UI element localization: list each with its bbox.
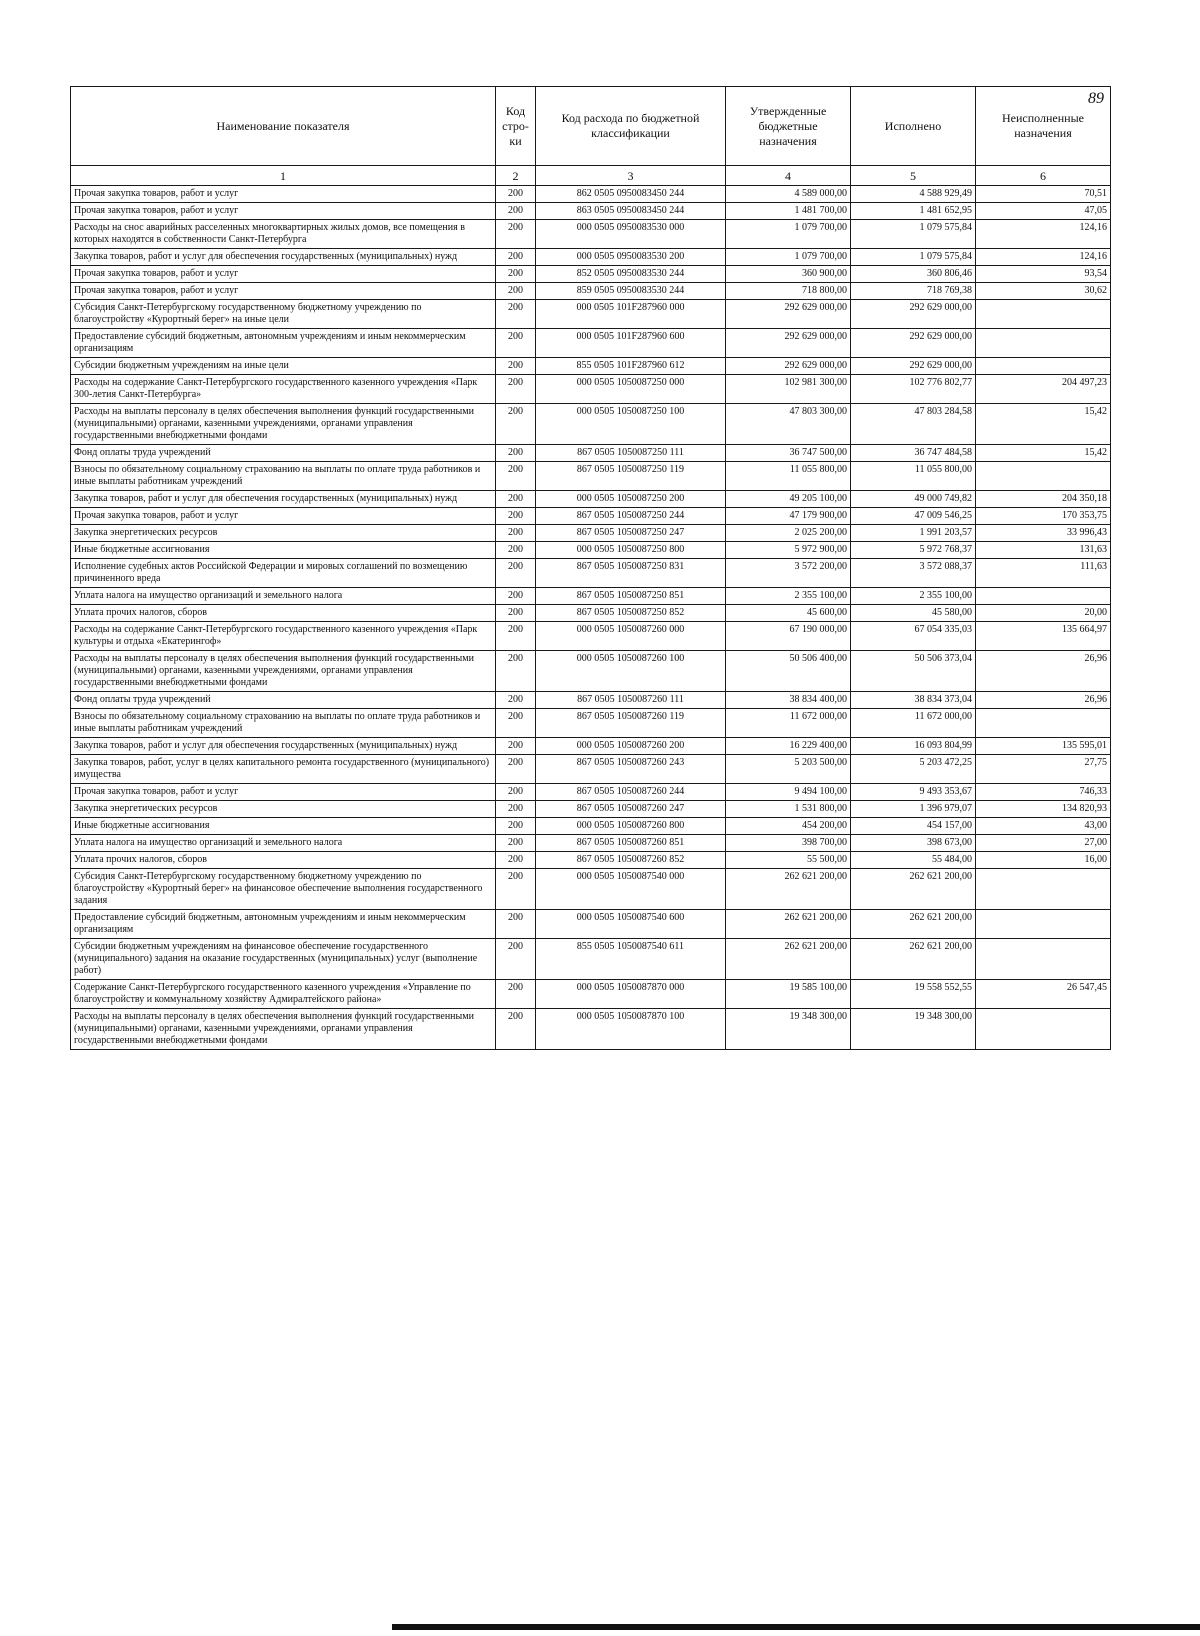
row-executed: 11 672 000,00 — [851, 709, 976, 738]
row-line-code: 200 — [496, 329, 536, 358]
row-budget-code: 859 0505 0950083530 244 — [536, 283, 726, 300]
row-indicator-name: Прочая закупка товаров, работ и услуг — [71, 508, 496, 525]
row-budget-code: 000 0505 101F287960 600 — [536, 329, 726, 358]
column-number: 6 — [976, 166, 1111, 186]
row-line-code: 200 — [496, 980, 536, 1009]
table-row — [71, 375, 1111, 404]
row-executed: 38 834 373,04 — [851, 692, 976, 709]
row-unexecuted: 27,00 — [976, 835, 1111, 852]
row-approved: 292 629 000,00 — [726, 358, 851, 375]
row-approved: 262 621 200,00 — [726, 939, 851, 980]
header-indicator-name: Наименование показателя — [71, 87, 496, 166]
header-approved: Утвержденные бюджетные назначения — [726, 87, 851, 166]
row-line-code: 200 — [496, 300, 536, 329]
row-indicator-name: Уплата прочих налогов, сборов — [71, 852, 496, 869]
row-executed: 67 054 335,03 — [851, 622, 976, 651]
table-row — [71, 605, 1111, 622]
row-unexecuted: 204 497,23 — [976, 375, 1111, 404]
table-row — [71, 738, 1111, 755]
row-executed: 3 572 088,37 — [851, 559, 976, 588]
row-indicator-name: Прочая закупка товаров, работ и услуг — [71, 203, 496, 220]
row-unexecuted — [976, 869, 1111, 910]
row-executed: 292 629 000,00 — [851, 300, 976, 329]
row-approved: 292 629 000,00 — [726, 300, 851, 329]
row-indicator-name: Уплата прочих налогов, сборов — [71, 605, 496, 622]
row-approved: 5 203 500,00 — [726, 755, 851, 784]
row-approved: 5 972 900,00 — [726, 542, 851, 559]
row-unexecuted: 170 353,75 — [976, 508, 1111, 525]
row-budget-code: 867 0505 1050087260 119 — [536, 709, 726, 738]
row-executed: 262 621 200,00 — [851, 939, 976, 980]
row-executed: 1 991 203,57 — [851, 525, 976, 542]
row-approved: 2 025 200,00 — [726, 525, 851, 542]
row-line-code: 200 — [496, 869, 536, 910]
row-executed: 9 493 353,67 — [851, 784, 976, 801]
row-budget-code: 867 0505 1050087250 247 — [536, 525, 726, 542]
row-unexecuted: 124,16 — [976, 249, 1111, 266]
row-approved: 1 079 700,00 — [726, 220, 851, 249]
row-unexecuted — [976, 588, 1111, 605]
header-line-code: Код стро-ки — [496, 87, 536, 166]
budget-execution-table — [70, 86, 1111, 1050]
table-row — [71, 910, 1111, 939]
row-line-code: 200 — [496, 249, 536, 266]
column-number: 3 — [536, 166, 726, 186]
table-row — [71, 588, 1111, 605]
row-executed: 718 769,38 — [851, 283, 976, 300]
row-approved: 360 900,00 — [726, 266, 851, 283]
row-approved: 50 506 400,00 — [726, 651, 851, 692]
row-approved: 45 600,00 — [726, 605, 851, 622]
row-line-code: 200 — [496, 588, 536, 605]
row-approved: 102 981 300,00 — [726, 375, 851, 404]
row-indicator-name: Фонд оплаты труда учреждений — [71, 445, 496, 462]
row-budget-code: 867 0505 1050087250 852 — [536, 605, 726, 622]
row-executed: 262 621 200,00 — [851, 869, 976, 910]
row-executed: 360 806,46 — [851, 266, 976, 283]
row-line-code: 200 — [496, 910, 536, 939]
row-indicator-name: Содержание Санкт-Петербургского государственного казенного учреждения «Управление по благоустройству и коммунальному хозяйству Адмиралтейского района» — [71, 980, 496, 1009]
row-budget-code: 000 0505 101F287960 000 — [536, 300, 726, 329]
row-budget-code: 867 0505 1050087250 111 — [536, 445, 726, 462]
row-unexecuted: 43,00 — [976, 818, 1111, 835]
table-row — [71, 939, 1111, 980]
row-approved: 11 055 800,00 — [726, 462, 851, 491]
row-unexecuted: 20,00 — [976, 605, 1111, 622]
row-indicator-name: Прочая закупка товаров, работ и услуг — [71, 186, 496, 203]
table-row — [71, 1009, 1111, 1050]
row-line-code: 200 — [496, 375, 536, 404]
row-unexecuted — [976, 709, 1111, 738]
row-approved: 47 803 300,00 — [726, 404, 851, 445]
row-budget-code: 867 0505 1050087260 851 — [536, 835, 726, 852]
table-row — [71, 186, 1111, 203]
table-row — [71, 755, 1111, 784]
table-row — [71, 249, 1111, 266]
row-line-code: 200 — [496, 939, 536, 980]
row-executed: 19 558 552,55 — [851, 980, 976, 1009]
row-executed: 398 673,00 — [851, 835, 976, 852]
row-line-code: 200 — [496, 784, 536, 801]
table-row — [71, 559, 1111, 588]
row-budget-code: 855 0505 101F287960 612 — [536, 358, 726, 375]
row-indicator-name: Расходы на содержание Санкт-Петербургского государственного казенного учреждения «Парк 300-летия Санкт-Петербурга» — [71, 375, 496, 404]
table-row — [71, 445, 1111, 462]
scan-edge-bar — [392, 1624, 1200, 1630]
column-number: 1 — [71, 166, 496, 186]
row-approved: 47 179 900,00 — [726, 508, 851, 525]
column-number: 5 — [851, 166, 976, 186]
row-unexecuted: 131,63 — [976, 542, 1111, 559]
row-line-code: 200 — [496, 542, 536, 559]
row-budget-code: 000 0505 1050087540 000 — [536, 869, 726, 910]
row-budget-code: 867 0505 1050087250 851 — [536, 588, 726, 605]
row-executed: 1 079 575,84 — [851, 220, 976, 249]
row-executed: 454 157,00 — [851, 818, 976, 835]
header-executed: Исполнено — [851, 87, 976, 166]
row-executed: 47 009 546,25 — [851, 508, 976, 525]
row-approved: 718 800,00 — [726, 283, 851, 300]
row-unexecuted: 204 350,18 — [976, 491, 1111, 508]
row-unexecuted — [976, 300, 1111, 329]
row-indicator-name: Закупка товаров, работ и услуг для обеспечения государственных (муниципальных) нужд — [71, 249, 496, 266]
row-line-code: 200 — [496, 525, 536, 542]
row-line-code: 200 — [496, 801, 536, 818]
row-indicator-name: Уплата налога на имущество организаций и земельного налога — [71, 835, 496, 852]
row-unexecuted: 15,42 — [976, 445, 1111, 462]
row-approved: 11 672 000,00 — [726, 709, 851, 738]
row-line-code: 200 — [496, 709, 536, 738]
column-number-row — [71, 166, 1111, 186]
row-executed: 5 972 768,37 — [851, 542, 976, 559]
table-row — [71, 852, 1111, 869]
row-indicator-name: Закупка товаров, работ, услуг в целях капитального ремонта государственного (муниципального) имущества — [71, 755, 496, 784]
row-approved: 1 531 800,00 — [726, 801, 851, 818]
row-indicator-name: Субсидии бюджетным учреждениям на финансовое обеспечение государственного (муниципального) задания на оказание государственных (муниципальных) услуг (выполнение работ) — [71, 939, 496, 980]
row-line-code: 200 — [496, 508, 536, 525]
row-approved: 19 348 300,00 — [726, 1009, 851, 1050]
row-indicator-name: Расходы на выплаты персоналу в целях обеспечения выполнения функций государственными (муниципальными) органами, казенными учреждениями, органами управления государственными внебюджетными фондами — [71, 651, 496, 692]
row-budget-code: 000 0505 1050087260 800 — [536, 818, 726, 835]
row-indicator-name: Расходы на выплаты персоналу в целях обеспечения выполнения функций государственными (муниципальными) органами, казенными учреждениями, органами управления государственными внебюджетными фондами — [71, 1009, 496, 1050]
row-line-code: 200 — [496, 852, 536, 869]
table-row — [71, 869, 1111, 910]
row-unexecuted — [976, 939, 1111, 980]
row-unexecuted: 26 547,45 — [976, 980, 1111, 1009]
row-unexecuted: 124,16 — [976, 220, 1111, 249]
row-budget-code: 000 0505 1050087870 100 — [536, 1009, 726, 1050]
table-row — [71, 980, 1111, 1009]
row-budget-code: 867 0505 1050087260 243 — [536, 755, 726, 784]
row-approved: 4 589 000,00 — [726, 186, 851, 203]
row-unexecuted: 27,75 — [976, 755, 1111, 784]
row-budget-code: 000 0505 1050087260 000 — [536, 622, 726, 651]
row-unexecuted: 26,96 — [976, 692, 1111, 709]
row-indicator-name: Прочая закупка товаров, работ и услуг — [71, 784, 496, 801]
table-row — [71, 404, 1111, 445]
row-unexecuted: 135 595,01 — [976, 738, 1111, 755]
row-executed: 1 481 652,95 — [851, 203, 976, 220]
row-unexecuted: 47,05 — [976, 203, 1111, 220]
row-budget-code: 000 0505 1050087250 200 — [536, 491, 726, 508]
row-indicator-name: Закупка энергетических ресурсов — [71, 525, 496, 542]
row-approved: 67 190 000,00 — [726, 622, 851, 651]
row-unexecuted: 16,00 — [976, 852, 1111, 869]
table-row — [71, 818, 1111, 835]
table-row — [71, 266, 1111, 283]
row-indicator-name: Предоставление субсидий бюджетным, автономным учреждениям и иным некоммерческим организациям — [71, 910, 496, 939]
row-line-code: 200 — [496, 835, 536, 852]
row-indicator-name: Взносы по обязательному социальному страхованию на выплаты по оплате труда работников и иные выплаты работникам учреждений — [71, 462, 496, 491]
row-unexecuted — [976, 358, 1111, 375]
row-indicator-name: Закупка энергетических ресурсов — [71, 801, 496, 818]
row-budget-code: 000 0505 1050087870 000 — [536, 980, 726, 1009]
table-row — [71, 784, 1111, 801]
row-approved: 55 500,00 — [726, 852, 851, 869]
row-approved: 16 229 400,00 — [726, 738, 851, 755]
row-executed: 262 621 200,00 — [851, 910, 976, 939]
row-budget-code: 000 0505 0950083530 000 — [536, 220, 726, 249]
row-indicator-name: Исполнение судебных актов Российской Федерации и мировых соглашений по возмещению причиненного вреда — [71, 559, 496, 588]
row-budget-code: 000 0505 1050087540 600 — [536, 910, 726, 939]
table-row — [71, 300, 1111, 329]
table-body — [71, 186, 1111, 1050]
row-budget-code: 867 0505 1050087250 119 — [536, 462, 726, 491]
page-number: 89 — [1088, 90, 1104, 107]
row-executed: 102 776 802,77 — [851, 375, 976, 404]
row-approved: 292 629 000,00 — [726, 329, 851, 358]
row-approved: 262 621 200,00 — [726, 910, 851, 939]
row-budget-code: 867 0505 1050087250 244 — [536, 508, 726, 525]
row-line-code: 200 — [496, 445, 536, 462]
row-line-code: 200 — [496, 559, 536, 588]
row-line-code: 200 — [496, 462, 536, 491]
row-unexecuted: 30,62 — [976, 283, 1111, 300]
row-budget-code: 000 0505 1050087260 200 — [536, 738, 726, 755]
row-unexecuted: 111,63 — [976, 559, 1111, 588]
row-unexecuted: 70,51 — [976, 186, 1111, 203]
row-budget-code: 863 0505 0950083450 244 — [536, 203, 726, 220]
row-indicator-name: Взносы по обязательному социальному страхованию на выплаты по оплате труда работников и иные выплаты работникам учреждений — [71, 709, 496, 738]
row-unexecuted — [976, 329, 1111, 358]
column-number: 4 — [726, 166, 851, 186]
table-row — [71, 491, 1111, 508]
row-line-code: 200 — [496, 491, 536, 508]
row-executed: 1 396 979,07 — [851, 801, 976, 818]
row-indicator-name: Предоставление субсидий бюджетным, автономным учреждениям и иным некоммерческим организациям — [71, 329, 496, 358]
table-row — [71, 835, 1111, 852]
row-unexecuted: 93,54 — [976, 266, 1111, 283]
row-approved: 38 834 400,00 — [726, 692, 851, 709]
row-indicator-name: Прочая закупка товаров, работ и услуг — [71, 283, 496, 300]
row-indicator-name: Расходы на содержание Санкт-Петербургского государственного казенного учреждения «Парк культуры и отдыха «Екатерингоф» — [71, 622, 496, 651]
row-line-code: 200 — [496, 755, 536, 784]
row-executed: 50 506 373,04 — [851, 651, 976, 692]
table-row — [71, 542, 1111, 559]
row-budget-code: 867 0505 1050087260 244 — [536, 784, 726, 801]
row-budget-code: 855 0505 1050087540 611 — [536, 939, 726, 980]
row-indicator-name: Расходы на выплаты персоналу в целях обеспечения выполнения функций государственными (муниципальными) органами, казенными учреждениями, органами управления государственными внебюджетными фондами — [71, 404, 496, 445]
row-executed: 2 355 100,00 — [851, 588, 976, 605]
row-budget-code: 000 0505 1050087260 100 — [536, 651, 726, 692]
table-row — [71, 462, 1111, 491]
row-executed: 47 803 284,58 — [851, 404, 976, 445]
row-indicator-name: Субсидии бюджетным учреждениям на иные цели — [71, 358, 496, 375]
row-indicator-name: Субсидия Санкт-Петербургскому государственному бюджетному учреждению по благоустройству «Курортный берег» на иные цели — [71, 300, 496, 329]
table-row — [71, 508, 1111, 525]
row-indicator-name: Иные бюджетные ассигнования — [71, 542, 496, 559]
column-number: 2 — [496, 166, 536, 186]
row-indicator-name: Закупка товаров, работ и услуг для обеспечения государственных (муниципальных) нужд — [71, 738, 496, 755]
table-row — [71, 525, 1111, 542]
row-approved: 9 494 100,00 — [726, 784, 851, 801]
row-approved: 1 481 700,00 — [726, 203, 851, 220]
table-row — [71, 358, 1111, 375]
row-approved: 49 205 100,00 — [726, 491, 851, 508]
row-line-code: 200 — [496, 220, 536, 249]
row-approved: 262 621 200,00 — [726, 869, 851, 910]
header-unexecuted: Неисполненные назначения — [976, 87, 1111, 166]
header-row — [71, 87, 1111, 166]
row-executed: 11 055 800,00 — [851, 462, 976, 491]
row-approved: 1 079 700,00 — [726, 249, 851, 266]
row-line-code: 200 — [496, 283, 536, 300]
row-line-code: 200 — [496, 692, 536, 709]
row-indicator-name: Иные бюджетные ассигнования — [71, 818, 496, 835]
row-budget-code: 000 0505 0950083530 200 — [536, 249, 726, 266]
row-executed: 292 629 000,00 — [851, 329, 976, 358]
row-line-code: 200 — [496, 605, 536, 622]
row-budget-code: 000 0505 1050087250 100 — [536, 404, 726, 445]
row-unexecuted: 26,96 — [976, 651, 1111, 692]
row-executed: 1 079 575,84 — [851, 249, 976, 266]
row-line-code: 200 — [496, 622, 536, 651]
row-line-code: 200 — [496, 186, 536, 203]
table-row — [71, 283, 1111, 300]
row-executed: 4 588 929,49 — [851, 186, 976, 203]
row-budget-code: 000 0505 1050087250 800 — [536, 542, 726, 559]
row-unexecuted: 33 996,43 — [976, 525, 1111, 542]
row-indicator-name: Фонд оплаты труда учреждений — [71, 692, 496, 709]
row-unexecuted — [976, 1009, 1111, 1050]
header-budget-code: Код расхода по бюджетной классификации — [536, 87, 726, 166]
row-executed: 49 000 749,82 — [851, 491, 976, 508]
table-row — [71, 220, 1111, 249]
row-executed: 292 629 000,00 — [851, 358, 976, 375]
row-executed: 19 348 300,00 — [851, 1009, 976, 1050]
row-line-code: 200 — [496, 651, 536, 692]
row-unexecuted: 746,33 — [976, 784, 1111, 801]
table-row — [71, 801, 1111, 818]
row-budget-code: 862 0505 0950083450 244 — [536, 186, 726, 203]
row-executed: 55 484,00 — [851, 852, 976, 869]
table-row — [71, 622, 1111, 651]
row-line-code: 200 — [496, 266, 536, 283]
row-executed: 5 203 472,25 — [851, 755, 976, 784]
row-unexecuted — [976, 462, 1111, 491]
row-executed: 36 747 484,58 — [851, 445, 976, 462]
table-row — [71, 692, 1111, 709]
row-unexecuted — [976, 910, 1111, 939]
row-approved: 454 200,00 — [726, 818, 851, 835]
row-budget-code: 000 0505 1050087250 000 — [536, 375, 726, 404]
row-unexecuted: 134 820,93 — [976, 801, 1111, 818]
row-line-code: 200 — [496, 1009, 536, 1050]
row-budget-code: 867 0505 1050087260 111 — [536, 692, 726, 709]
row-executed: 16 093 804,99 — [851, 738, 976, 755]
row-indicator-name: Закупка товаров, работ и услуг для обеспечения государственных (муниципальных) нужд — [71, 491, 496, 508]
table-row — [71, 651, 1111, 692]
row-budget-code: 867 0505 1050087260 852 — [536, 852, 726, 869]
row-line-code: 200 — [496, 358, 536, 375]
row-approved: 398 700,00 — [726, 835, 851, 852]
row-indicator-name: Расходы на снос аварийных расселенных многоквартирных жилых домов, все помещения в которых находятся в собственности Санкт-Петербурга — [71, 220, 496, 249]
row-unexecuted: 135 664,97 — [976, 622, 1111, 651]
table-row — [71, 329, 1111, 358]
row-line-code: 200 — [496, 404, 536, 445]
row-approved: 2 355 100,00 — [726, 588, 851, 605]
row-approved: 19 585 100,00 — [726, 980, 851, 1009]
row-line-code: 200 — [496, 818, 536, 835]
row-line-code: 200 — [496, 738, 536, 755]
row-executed: 45 580,00 — [851, 605, 976, 622]
row-approved: 36 747 500,00 — [726, 445, 851, 462]
row-approved: 3 572 200,00 — [726, 559, 851, 588]
row-indicator-name: Субсидия Санкт-Петербургскому государственному бюджетному учреждению по благоустройству «Курортный берег» на финансовое обеспечение выполнения государственного задания — [71, 869, 496, 910]
row-line-code: 200 — [496, 203, 536, 220]
row-budget-code: 867 0505 1050087250 831 — [536, 559, 726, 588]
row-indicator-name: Прочая закупка товаров, работ и услуг — [71, 266, 496, 283]
row-unexecuted: 15,42 — [976, 404, 1111, 445]
row-budget-code: 867 0505 1050087260 247 — [536, 801, 726, 818]
row-indicator-name: Уплата налога на имущество организаций и земельного налога — [71, 588, 496, 605]
row-budget-code: 852 0505 0950083530 244 — [536, 266, 726, 283]
table-row — [71, 203, 1111, 220]
table-row — [71, 709, 1111, 738]
